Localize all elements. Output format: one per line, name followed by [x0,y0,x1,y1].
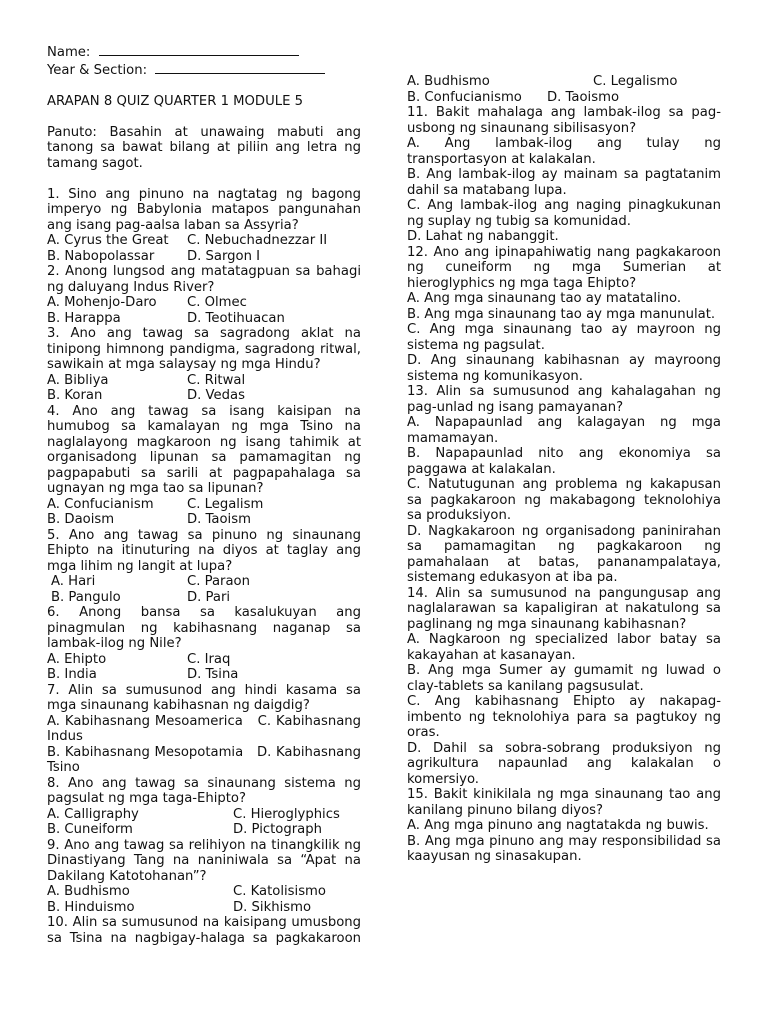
choice-c: C. Katolisismo [233,884,326,899]
choice-a: A. Napapaunlad ang kalagayan ng mga mamamayan. [407,415,721,446]
question-11 [407,105,721,245]
question-3 [47,326,361,404]
quiz-title: ARAPAN 8 QUIZ QUARTER 1 MODULE 5 [47,93,303,109]
choice-a: A. Confucianism [47,496,154,512]
choice-d: D. Sargon I [187,248,261,264]
question-text: 7. Alin sa sumusunod ang hindi kasama sa mga sinaunang kabihasnan ng daigdig? [47,682,361,713]
choice-d: D. Taoism [187,512,251,527]
left-column [47,43,361,946]
question-text: 3. Ano ang tawag sa sagradong aklat na tinipong himnong pandigma, sagradong ritwal, sawikain at mga salaysay ng mga Hindu? [47,326,361,372]
question-10-start [47,915,361,946]
name-line [47,43,361,61]
choice-a: A. Hari [51,574,96,589]
choice-d: D. Taoismo [547,89,620,105]
choice-b: B. Ang lambak-ilog ay mainam sa pagtatanim dahil sa matabang lupa. [407,167,721,198]
choice-a: A. Ang lambak-ilog ang tulay ng transportasyon at kalakalan. [407,136,721,167]
choice-b: B. Harappa [47,310,121,326]
choice-d: D. Nagkakaroon ng organisadong paninirahan sa pamamagitan ng pagkakaroon ng pamahalaan at batas, pananampalataya, sistemang edukasyon at iba pa. [407,523,721,585]
choice-c: C. Ang lambak-ilog ang naging pinagkukunan ng suplay ng tubig sa komunidad. [407,198,721,229]
choice-b: B. Ang mga sinaunang tao ay mga manunulat. [407,306,716,322]
name-label: Name: [47,45,91,60]
choice-a: A. Nagkaroon ng specialized labor batay sa kakayahan at kasanayan. [407,632,721,663]
choice-c: C. Ang mga sinaunang tao ay mayroon ng sistema ng pagsulat. [407,322,721,353]
choice-c: C. Natutugunan ang problema ng kakapusan sa pagkakaroon ng makabagong teknolohiya sa produksiyon. [407,477,721,523]
question-5 [47,528,361,606]
name-blank[interactable] [99,43,299,56]
question-text: 10. Alin sa sumusunod na kaisipang umusbong sa Tsina na nagbigay-halaga sa pagkakaroon [47,915,361,946]
choice-b: B. Ang mga Sumer ay gumamit ng luwad o clay-tablets sa kanilang pagsusulat. [407,663,721,694]
choice-c: C. Ritwal [187,372,246,388]
question-10-continued [407,43,721,105]
question-text: 5. Ano ang tawag sa pinuno ng sinaunang Ehipto na itinuturing na diyos at taglay ang mga lihim ng langit at lupa? [47,527,361,574]
question-4 [47,404,361,528]
right-column [407,43,721,865]
choice-c: C. Paraon [187,574,250,589]
choice-d: D. Lahat ng nabanggit. [407,229,559,244]
choice-a: A. Ang mga sinaunang tao ay matatalino. [407,291,682,306]
choice-c: C. Hieroglyphics [233,806,340,822]
choice-b: B. Nabopolassar [47,248,155,264]
choice-d: D. Kabihasnang Tsino [47,744,361,775]
choice-d: D. Tsina [187,667,239,682]
question-text: 8. Ano ang tawag sa sinaunang sistema ng pagsulat ng mga taga-Ehipto? [47,775,361,806]
question-8 [47,776,361,838]
section-label: Year & Section: [47,62,148,78]
question-6 [47,605,361,683]
question-text: 15. Bakit kinikilala ng mga sinaunang tao ang kanilang pinuno bilang diyos? [407,787,721,818]
question-13 [407,384,721,586]
question-7 [47,683,361,776]
choice-d: D. Sikhismo [233,899,312,915]
choice-c: C. Legalismo [593,74,678,89]
choice-b: B. Daoism [47,512,115,527]
choice-a: A. Budhismo [47,884,130,899]
choice-b: B. Confucianismo [407,89,522,105]
choice-c: C. Kabihasnang Indus [47,713,362,744]
question-text: 6. Anong bansa sa kasalukuyan ang pinagmulan ng kabihasnang naganap sa lambak-ilog ng Nile? [47,605,361,651]
section-line [47,61,361,79]
choice-b: B. Hinduismo [47,899,135,915]
question-14 [407,586,721,788]
choice-b: B. India [47,667,97,682]
choice-c: C. Nebuchadnezzar II [187,233,328,248]
section-blank[interactable] [155,61,325,74]
choice-c: C. Legalism [187,496,264,512]
choice-d: D. Teotihuacan [187,310,285,326]
choice-c: C. Iraq [187,651,231,667]
question-text: 2. Anong lungsod ang matatagpuan sa bahagi ng daluyang Indus River? [47,264,361,295]
choice-a: A. Cyrus the Great [47,233,169,248]
question-9 [47,838,361,916]
question-text: 13. Alin sa sumusunod ang kahalagahan ng pag-unlad ng isang pamayanan? [407,384,721,415]
question-text: 11. Bakit mahalaga ang lambak-ilog sa pag-usbong ng sinaunang sibilisasyon? [407,105,721,136]
choice-b: B. Napapaunlad nito ang ekonomiya sa paggawa at kalakalan. [407,446,721,477]
choice-d: D. Pari [187,589,231,605]
question-12 [407,245,721,385]
choice-d: D. Vedas [187,388,245,403]
question-text: 14. Alin sa sumusunod na pangungusap ang naglalarawan sa kapaligiran at nakatulong sa paglinang ng mga sinaunang kabihasnan? [407,585,721,632]
choice-b: B. Cuneiform [47,822,133,837]
choice-a: A. Kabihasnang Mesoamerica [47,713,243,729]
choice-a: A. Mohenjo-Daro [47,295,157,310]
choice-d: D. Dahil sa sobra-sobrang produksiyon ng agrikultura napaunlad ang kalakalan o komersiyo. [407,740,721,787]
choice-c: C. Ang kabihasnang Ehipto ay nakapag-imbento ng teknolohiya para sa pagtukoy ng oras. [407,694,721,740]
choice-a: A. Ehipto [47,651,107,667]
question-2 [47,264,361,326]
choice-b: B. Koran [47,388,103,403]
choice-d: D. Pictograph [233,822,322,837]
question-text: 1. Sino ang pinuno na nagtatag ng bagong imperyo ng Babylonia matapos pangunahan ang isang pag-aalsa laban sa Assyria? [47,186,361,233]
choice-b: B. Kabihasnang Mesopotamia [47,744,244,760]
choice-b: B. Ang mga pinuno ang may responsibilidad sa kaayusan ng sinasakupan. [407,833,721,864]
choice-c: C. Olmec [187,295,247,310]
question-text: 12. Ano ang ipinapahiwatig nang pagkakaroon ng cuneiform ng mga Sumerian at hieroglyphics ng mga taga Ehipto? [407,244,721,291]
question-text: 4. Ano ang tawag sa isang kaisipan na humubog sa kamalayan ng mga Tsino na naglalayong magkaroon ng isang tahimik at organisadong lipunan sa pamamagitan ng pagpapabuti sa sarili at pagpapahalaga sa ugnayan ng mga tao sa lipunan? [47,403,361,496]
choice-a: A. Calligraphy [47,806,139,822]
choice-b: B. Pangulo [51,589,121,605]
choice-a: A. Bibliya [47,372,109,388]
question-1 [47,187,361,265]
choice-a: A. Ang mga pinuno ang nagtatakda ng buwis. [407,818,709,833]
question-15 [407,787,721,865]
choice-a: A. Budhismo [407,74,490,89]
instructions: Panuto: Basahin at unawaing mabuti ang tanong sa bawat bilang at piliin ang letra ng tamang sagot. [47,124,361,171]
question-text: 9. Ano ang tawag sa relihiyon na tinangkilik ng Dinastiyang Tang na naniniwala sa “Apat na Dakilang Katotohanan”? [47,837,361,884]
choice-d: D. Ang sinaunang kabihasnan ay mayroong sistema ng komunikasyon. [407,353,721,384]
